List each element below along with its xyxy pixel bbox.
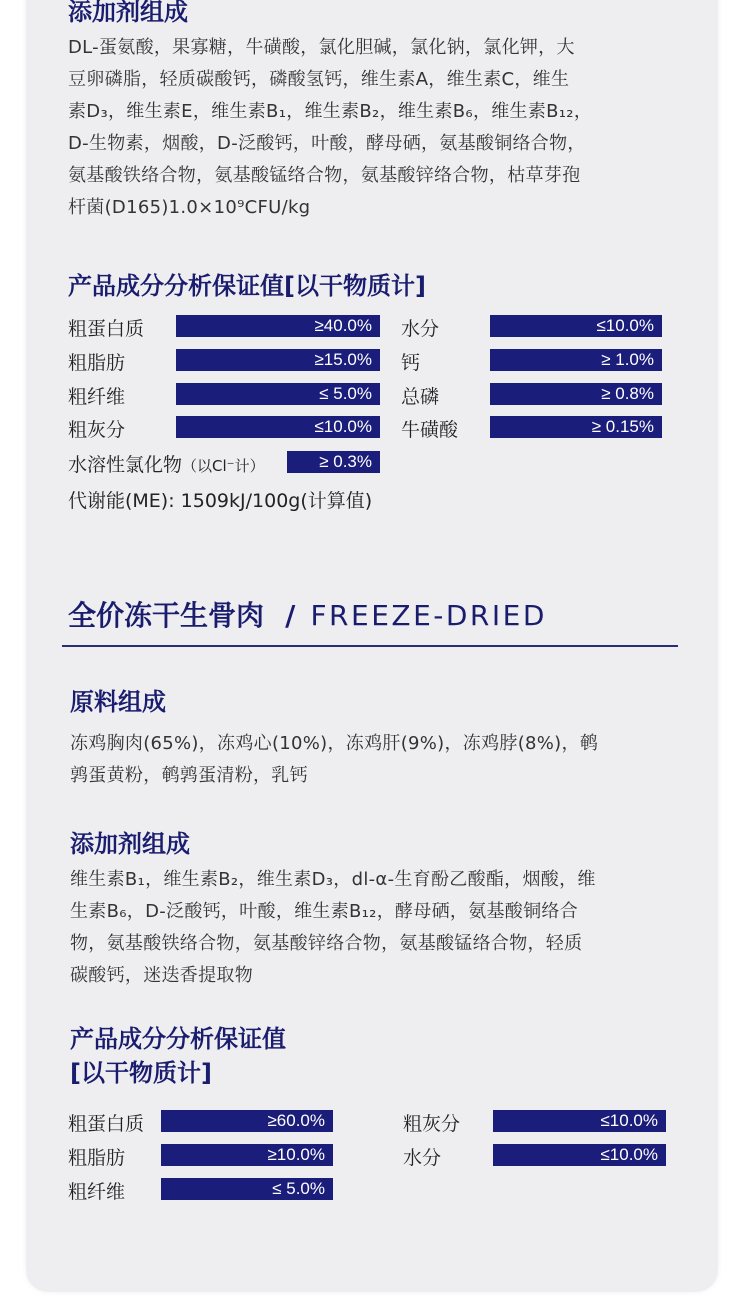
analysis-heading-2: 产品成分分析保证值 [以干物质计] (70, 1025, 286, 1087)
analysis-label: 粗灰分 (403, 1113, 461, 1135)
ingredients-list (70, 728, 680, 792)
section-title (68, 594, 547, 634)
analysis-label: 粗脂肪 (68, 1147, 126, 1169)
analysis-label: 牛磺酸 (401, 419, 459, 441)
additives-heading: 添加剂组成 (68, 0, 188, 26)
additives-list-2 (70, 864, 680, 992)
additives-line: 生素B₆，D-泛酸钙，叶酸，维生素B₁₂，酵母硒，氨基酸铜络合 (70, 901, 578, 922)
analysis-label: 总磷 (401, 386, 440, 408)
additives-line: DL-蛋氨酸，果寡糖，牛磺酸，氯化胆碱，氯化钠，氯化钾，大 (68, 37, 575, 58)
analysis-label: 钙 (401, 352, 421, 374)
analysis-label: 粗蛋白质 (68, 1113, 145, 1135)
additives-line: D-生物素，烟酸，D-泛酸钙，叶酸，酵母硒，氨基酸铜络合物， (68, 133, 586, 154)
analysis-label: 水分 (401, 318, 440, 340)
section-title-slash: / (285, 599, 296, 632)
additives-line: 氨基酸铁络合物，氨基酸锰络合物，氨基酸锌络合物，枯草芽孢 (68, 165, 581, 186)
analysis-value-bar: ≤10.0% (493, 1110, 666, 1132)
analysis-value-bar: ≥60.0% (161, 1110, 333, 1132)
chloride-label: 水溶性氯化物（以Cl⁻计） (68, 454, 265, 476)
section-title-en: FREEZE-DRIED (310, 599, 547, 632)
analysis-value-bar: ≤10.0% (176, 416, 380, 438)
analysis-label: 粗纤维 (68, 1181, 126, 1203)
analysis-value-bar: ≤ 5.0% (161, 1178, 333, 1200)
additives-line: 维生素B₁，维生素B₂，维生素D₃，dl-α-生育酚乙酸酯，烟酸，维 (70, 869, 596, 890)
analysis-label: 粗灰分 (68, 419, 126, 441)
additives-line: 素D₃，维生素E，维生素B₁，维生素B₂，维生素B₆，维生素B₁₂， (68, 101, 593, 122)
analysis-heading: 产品成分分析保证值[以干物质计] (68, 272, 426, 300)
additives-heading-2: 添加剂组成 (70, 830, 190, 858)
analysis-value-bar: ≥ 0.15% (490, 416, 662, 438)
section-divider (62, 645, 678, 647)
chloride-value-bar: ≥ 0.3% (287, 451, 380, 473)
ingredients-line: 冻鸡胸肉(65%)，冻鸡心(10%)，冻鸡肝(9%)，冻鸡脖(8%)，鹌 (70, 733, 599, 754)
additives-line: 碳酸钙，迷迭香提取物 (70, 965, 253, 986)
additives-line: 杆菌(D165)1.0×10⁹CFU/kg (68, 197, 311, 218)
energy-text: 代谢能(ME): 1509kJ/100g(计算值) (68, 490, 373, 512)
section-title-cn: 全价冻干生骨肉 (68, 599, 265, 632)
analysis-value-bar: ≥ 0.8% (490, 383, 662, 405)
additives-list (68, 32, 678, 224)
additives-line: 豆卵磷脂，轻质碳酸钙，磷酸氢钙，维生素A，维生素C，维生 (68, 69, 570, 90)
analysis-value-bar: ≥10.0% (161, 1144, 333, 1166)
analysis-label: 粗脂肪 (68, 352, 126, 374)
analysis-value-bar: ≤10.0% (493, 1144, 666, 1166)
analysis-value-bar: ≥40.0% (176, 315, 380, 337)
analysis-value-bar: ≥15.0% (176, 349, 380, 371)
analysis-value-bar: ≤10.0% (490, 315, 662, 337)
chloride-note: （以Cl⁻计） (182, 457, 265, 475)
analysis-label: 粗纤维 (68, 386, 126, 408)
analysis-value-bar: ≥ 1.0% (490, 349, 662, 371)
analysis-value-bar: ≤ 5.0% (176, 383, 380, 405)
additives-line: 物，氨基酸铁络合物，氨基酸锌络合物，氨基酸锰络合物，轻质 (70, 933, 583, 954)
ingredients-heading: 原料组成 (70, 688, 166, 716)
ingredients-line: 鹑蛋黄粉，鹌鹑蛋清粉，乳钙 (70, 765, 308, 786)
analysis-label: 粗蛋白质 (68, 318, 145, 340)
analysis-label: 水分 (403, 1147, 442, 1169)
